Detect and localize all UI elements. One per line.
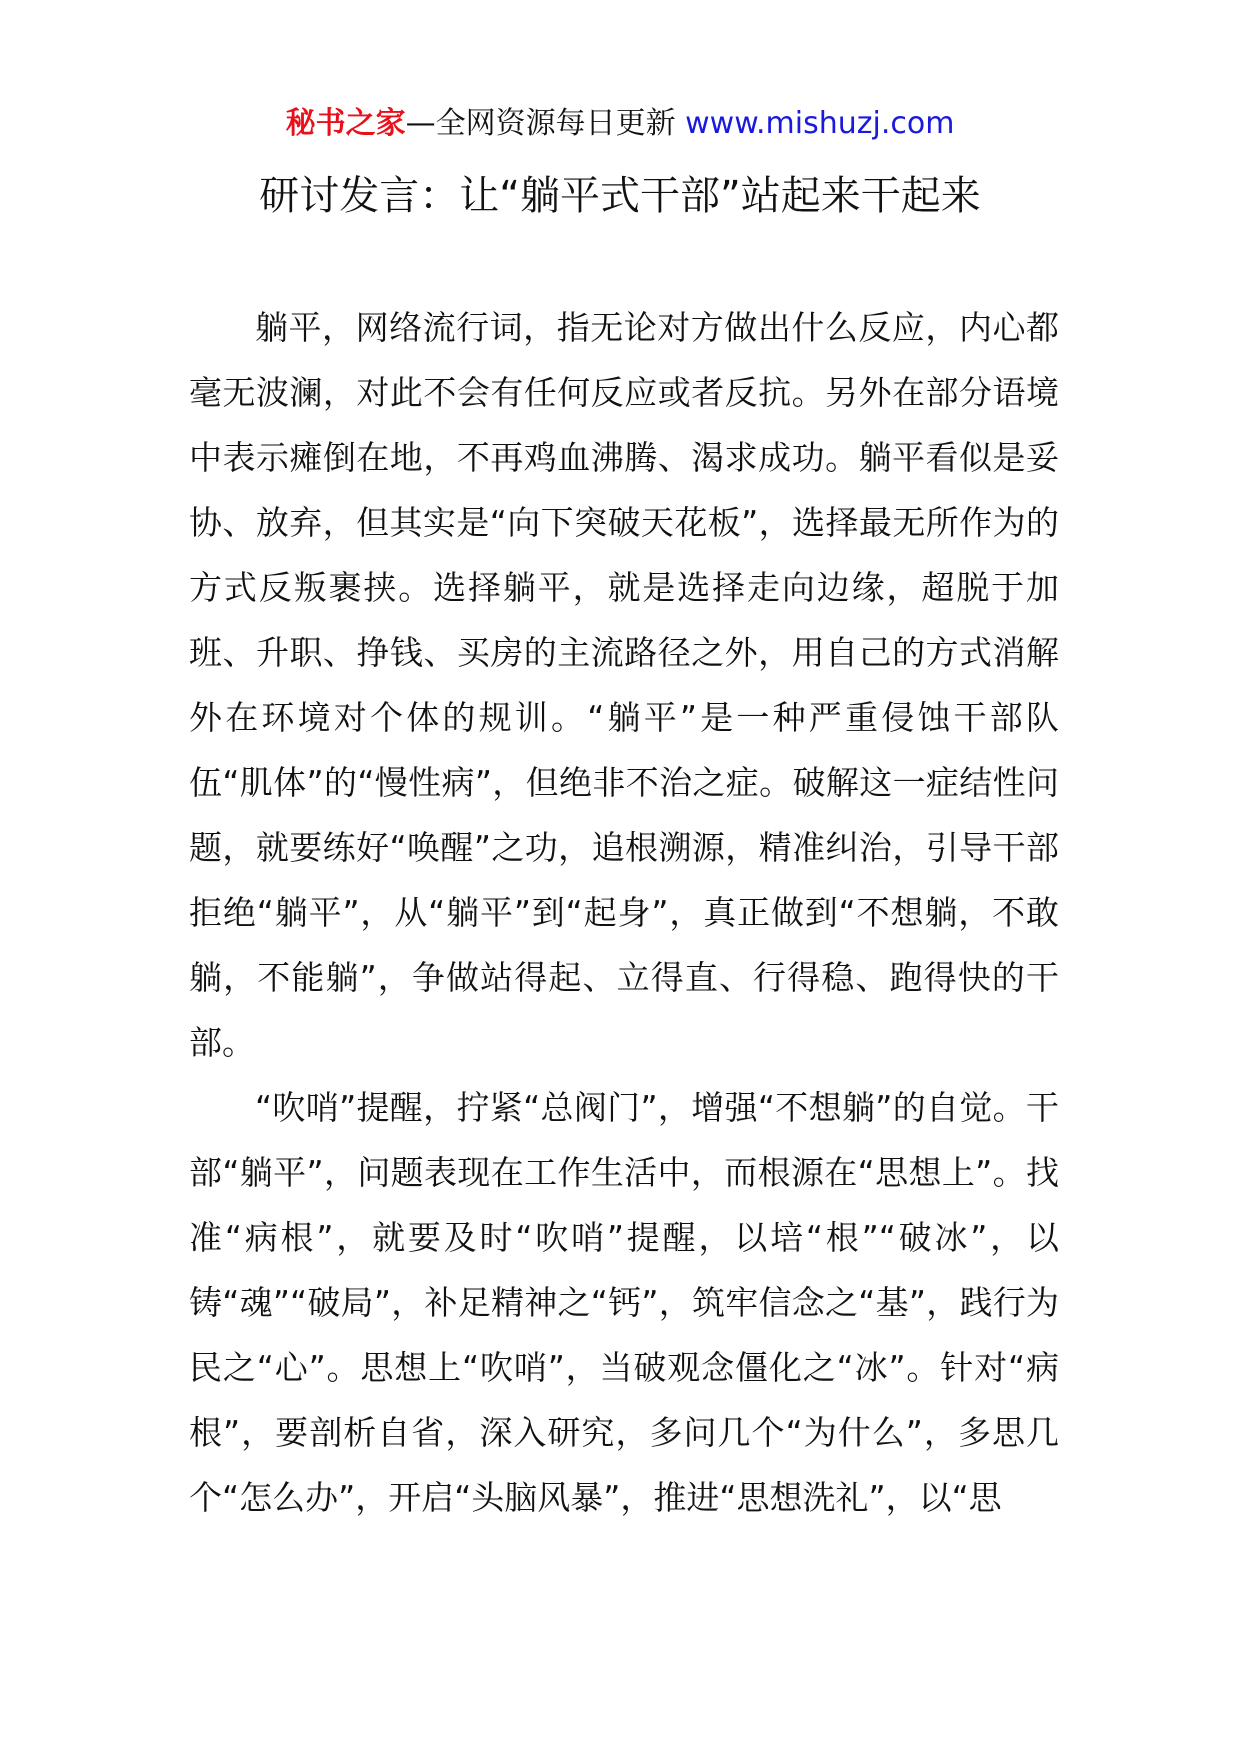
header-tagline: —全网资源每日更新 <box>405 106 676 141</box>
brand-name: 秘书之家 <box>285 106 406 141</box>
site-header <box>0 104 1240 144</box>
document-title: 研讨发言：让“躺平式干部”站起来干起来 <box>259 173 981 219</box>
paragraph: 躺平，网络流行词，指无论对方做出什么反应，内心都毫无波澜，对此不会有任何反应或者反抗。另外在部分语境中表示瘫倒在地，不再鸡血沸腾、渴求成功。躺平看似是妥协、放弃，但其实是“向下突破天花板”，选择最无所作为的方式反叛裹挟。选择躺平，就是选择走向边缘，超脱于加班、升职、挣钱、买房的主流路径之外，用自己的方式消解外在环境对个体的规训。“躺平”是一种严重侵蚀干部队伍“肌体”的“慢性病”，但绝非不治之症。破解这一症结性问题，就要练好“唤醒”之功，追根溯源，精准纠治，引导干部拒绝“躺平”，从“躺平”到“起身”，真正做到“不想躺，不敢躺，不能躺”，争做站得起、立得直、行得稳、跑得快的干部。 <box>189 308 1059 1062</box>
paragraph: “吹哨”提醒，拧紧“总阀门”，增强“不想躺”的自觉。干部“躺平”，问题表现在工作生活中，而根源在“思想上”。找准“病根”，就要及时“吹哨”提醒，以培“根”“破冰”，以铸“魂”“破局”，补足精神之“钙”，筑牢信念之“基”，践行为民之“心”。思想上“吹哨”，当破观念僵化之“冰”。针对“病根”，要剖析自省，深入研究，多问几个“为什么”，多思几个“怎么办”，开启“头脑风暴”，推进“思想洗礼”，以“思 <box>189 1088 1059 1517</box>
site-url-link[interactable]: www.mishuzj.com <box>685 106 955 141</box>
document-body <box>189 295 1059 1530</box>
